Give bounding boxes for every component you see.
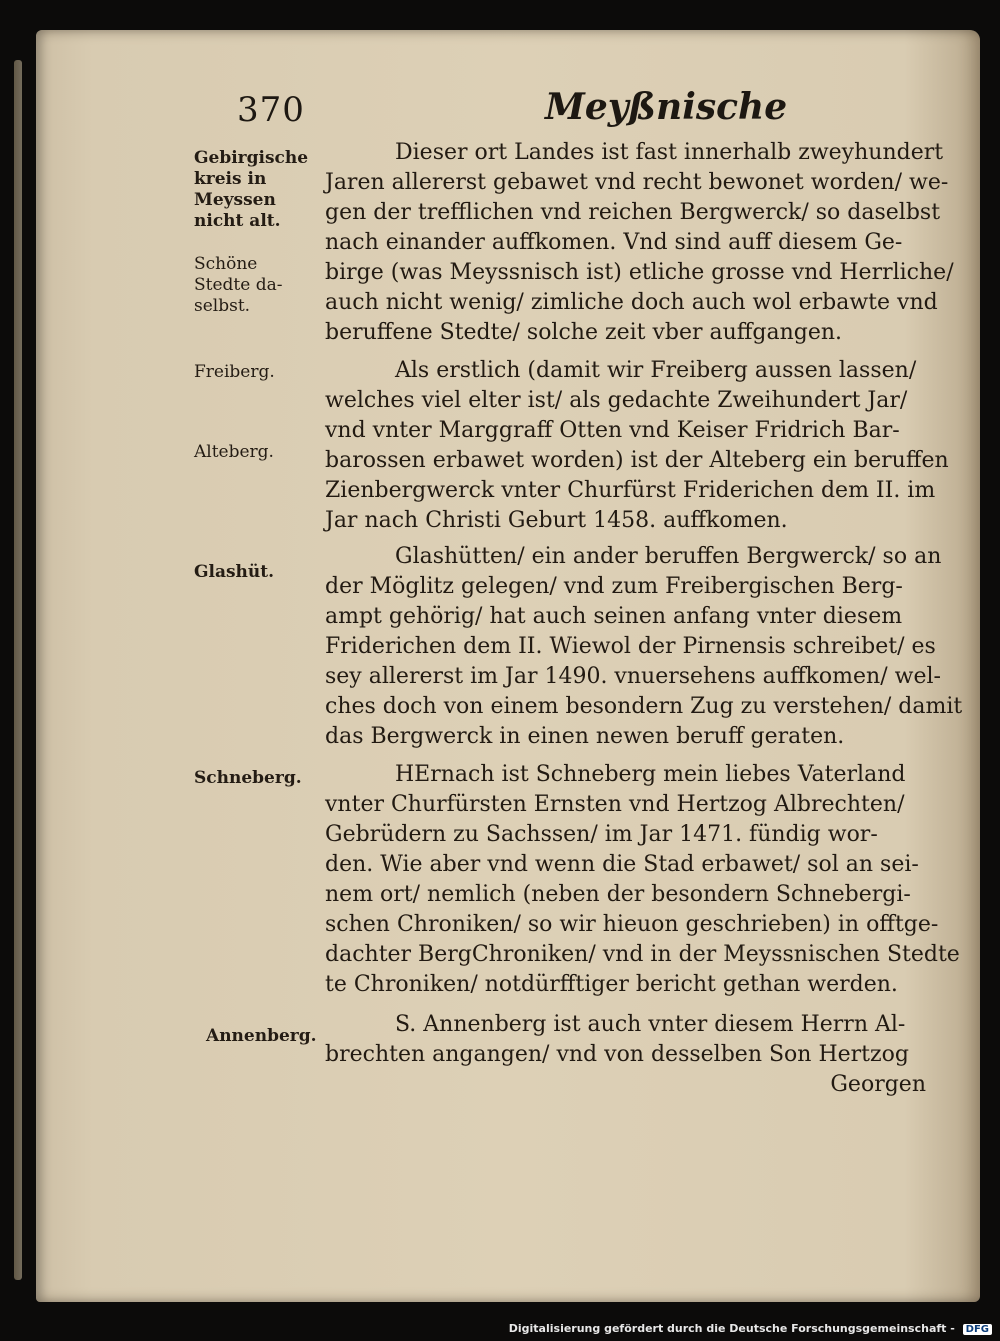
text-line: sey allererst im Jar 1490. vnuersehens auffkomen/ wel-: [325, 664, 941, 689]
sidenote-freiberg: [194, 362, 314, 383]
sidenote-annenberg: [206, 1026, 326, 1047]
text-line: welches viel elter ist/ als gedachte Zweihundert Jar/: [325, 388, 908, 413]
text-line: Zienbergwerck vnter Churfürst Friderichen dem II. im: [325, 478, 936, 503]
text-line: Dieser ort Landes ist fast innerhalb zweyhundert: [395, 140, 944, 165]
text-line: te Chroniken/ notdürfftiger bericht gethan werden.: [325, 972, 898, 997]
text-line: das Bergwerck in einen newen beruff geraten.: [325, 724, 845, 749]
text-line: Glashütten/ ein ander beruffen Bergwerck/ so an: [395, 544, 942, 569]
sidenote-line: Stedte da-: [194, 275, 283, 295]
text-line: Friderichen dem II. Wiewol der Pirnensis schreibet/ es: [325, 634, 936, 659]
digitization-credit: [509, 1322, 992, 1335]
page-number: 370: [237, 90, 305, 130]
text-line: gen der trefflichen vnd reichen Bergwerck/ so daselbst: [325, 200, 941, 225]
page-edge: [14, 60, 22, 1280]
credit-text: Digitalisierung gefördert durch die Deutsche Forschungsgemeinschaft -: [508, 1322, 955, 1335]
text-line: Gebrüdern zu Sachssen/ im Jar 1471. fündig wor-: [325, 822, 878, 847]
running-head: Meyßnische: [545, 86, 788, 128]
text-line: den. Wie aber vnd wenn die Stad erbawet/ sol an sei-: [325, 852, 919, 877]
sidenote-line: Freiberg.: [194, 362, 275, 382]
dfg-logo: DFG: [963, 1324, 992, 1335]
text-line: auch nicht wenig/ zimliche doch auch wol erbawte vnd: [325, 290, 938, 315]
text-line: vnd vnter Marggraff Otten vnd Keiser Fridrich Bar-: [325, 418, 900, 443]
sidenote-line: selbst.: [194, 296, 251, 316]
text-line: ches doch von einem besondern Zug zu verstehen/ damit: [325, 694, 963, 719]
sidenote-line: nicht alt.: [194, 211, 281, 231]
sidenote-alteberg: [194, 442, 314, 463]
text-line: birge (was Meyssnisch ist) etliche grosse vnd Herrliche/: [325, 260, 954, 285]
catchword: Georgen: [830, 1072, 926, 1097]
sidenote-schoene-stedte: [194, 254, 314, 317]
text-line: Jar nach Christi Geburt 1458. auffkomen.: [325, 508, 788, 533]
sidenote-gebirgische: [194, 148, 314, 232]
text-line: der Möglitz gelegen/ vnd zum Freibergischen Berg-: [325, 574, 903, 599]
sidenote-line: kreis in: [194, 169, 267, 189]
text-line: ampt gehörig/ hat auch seinen anfang vnter diesem: [325, 604, 903, 629]
text-line: dachter BergChroniken/ vnd in der Meyssnischen Stedte: [325, 942, 960, 967]
sidenote-line: Schneberg.: [194, 768, 302, 788]
sidenote-line: Glashüt.: [194, 562, 275, 582]
text-line: schen Chroniken/ so wir hieuon geschrieben) in offtge-: [325, 912, 939, 937]
sidenote-line: Schöne: [194, 254, 258, 274]
sidenote-line: Annenberg.: [206, 1026, 317, 1046]
sidenote-glashuet: [194, 562, 314, 583]
text-line: beruffene Stedte/ solche zeit vber auffgangen.: [325, 320, 843, 345]
text-line: Jaren allererst gebawet vnd recht bewonet worden/ we-: [325, 170, 949, 195]
text-line: S. Annenberg ist auch vnter diesem Herrn Al-: [395, 1012, 906, 1037]
text-line: barossen erbawet worden) ist der Alteberg ein beruffen: [325, 448, 949, 473]
sidenote-line: Meyssen: [194, 190, 276, 210]
sidenote-schneberg: [194, 768, 314, 789]
text-line: brechten angangen/ vnd von desselben Son Hertzog: [325, 1042, 909, 1067]
text-line: nem ort/ nemlich (neben der besondern Schnebergi-: [325, 882, 911, 907]
sidenote-line: Gebirgische: [194, 148, 309, 168]
text-line: vnter Churfürsten Ernsten vnd Hertzog Albrechten/: [325, 792, 905, 817]
text-line: nach einander auffkomen. Vnd sind auff diesem Ge-: [325, 230, 903, 255]
text-line: Als erstlich (damit wir Freiberg aussen lassen/: [395, 358, 917, 383]
sidenote-line: Alteberg.: [194, 442, 274, 462]
text-line: HErnach ist Schneberg mein liebes Vaterland: [395, 762, 906, 787]
